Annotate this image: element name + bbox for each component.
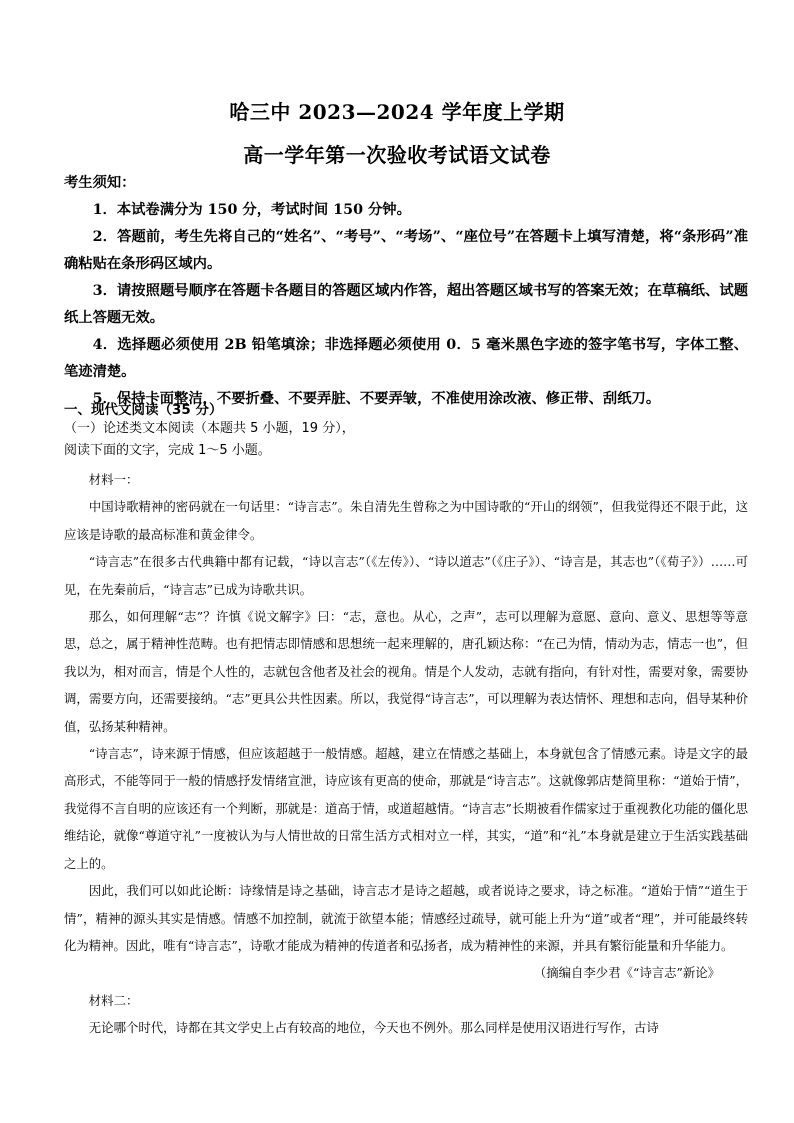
material1-paragraph-2: “诗言志”在很多古代典籍中都有记载，“诗以言志”（《左传》）、“诗以道志”（《庄子》）、“诗言是，其志也”（《荀子》）……可见，在先秦前后，“诗言志”已成为诗歌共识。: [64, 554, 748, 597]
material1-paragraph-4: “诗言志”，诗来源于情感，但应该超越于一般情感。超越，建立在情感之基础上，本身就包含了情感元素。诗是文字的最高形式，不能等同于一般的情感抒发情绪宣泄，诗应该有更高的使命，那就是“诗言志”。这就像郭店楚简里称：“道始于情”，我觉得不言自明的应该还有一个判断，那就是：道高于情，或道超越情。“诗言志”长期被看作儒家过于重视教化功能的僵化思维结论，就像“尊道守礼”一度被认为与人情世故的日常生活方式相对立一样，其实，“道”和“礼”本身就是建立于生活实践基础之上的。: [64, 746, 748, 871]
notice-item-2: 2．答题前，考生先将自己的“姓名”、“考号”、“考场”、“座位号”在答题卡上填写清楚，将“条形码”准确粘贴在条形码区域内。: [64, 229, 748, 272]
material1-paragraph-5: 因此，我们可以如此论断：诗缘情是诗之基础，诗言志才是诗之超越，或者说诗之要求，诗之标准。“道始于情”“道生于情”，精神的源头其实是情感。情感不加控制，就流于欲望本能；情感经过疏导，就可能上升为“道”或者“理”，并可能最终转化为精神。因此，唯有“诗言志”，诗歌才能成为精神的传道者和弘扬者，成为精神性的来源，并具有繁衍能量和升华能力。: [64, 883, 748, 953]
section-instruction: 阅读下面的文字，完成 1～5 小题。: [64, 443, 271, 458]
notice-heading: 考生须知：: [64, 175, 136, 191]
material1-label: 材料一：: [88, 472, 139, 487]
exam-title-line1: 哈三中 2023—2024 学年度上学期: [229, 100, 565, 124]
notice-item-1: 1．本试卷满分为 150 分，考试时间 150 分钟。: [92, 202, 411, 218]
notice-item-4: 4．选择题必须使用 2B 铅笔填涂；非选择题必须使用 0．5 毫米黑色字迹的签字笔书写，字体工整、笔迹清楚。: [64, 337, 748, 380]
material2-paragraph-1: 无论哪个时代，诗都在其文学史上占有较高的地位，今天也不例外。那么同样是使用汉语进行写作，古诗: [88, 1020, 659, 1036]
section-subinfo: [64, 418, 748, 462]
exam-notice: [64, 170, 748, 413]
section-heading: 一、现代文阅读（35 分）: [64, 402, 223, 418]
exam-title-line2: 高一学年第一次验收考试语文试卷: [243, 143, 551, 167]
notice-item-5: 5．保持卡面整洁，不要折叠、不要弄脏、不要弄皱，不准使用涂改液、修正带、刮纸刀。: [92, 391, 661, 407]
material2-label: 材料二：: [88, 992, 139, 1008]
material1-paragraph-1: 中国诗歌精神的密码就在一句话里：“诗言志”。朱自清先生曾称之为中国诗歌的“开山的纲领”，但我觉得还不限于此，这应该是诗歌的最高标准和黄金律令。: [64, 499, 748, 542]
material1-paragraph-3: 那么，如何理解“志”？许慎《说文解字》曰：“志，意也。从心，之声”，志可以理解为意愿、意向、意义、思想等等意思，总之，属于精神性范畴。也有把情志即情感和思想统一起来理解的，唐孔颖达称：“在己为情，情动为志，情志一也”，但我以为，相对而言，情是个人性的，志就包含他者及社会的视角。情是个人发动，志就有指向，有针对性，需要对象，需要协调，需要方向，还需要接纳。“志”更具公共性因素。所以，我觉得“诗言志”，可以理解为表达情怀、理想和志向，倡导某种价值，弘扬某种精神。: [64, 609, 748, 734]
section-reading: [64, 398, 748, 462]
notice-item-3: 3．请按照题号顺序在答题卡各题目的答题区域内作答，超出答题区域书写的答案无效；在草稿纸、试题纸上答题无效。: [64, 283, 748, 326]
section-subheading: （一）论述类文本阅读（本题共 5 小题，19 分），: [64, 421, 355, 436]
material1-source: （摘编自李少君《“诗言志”新论》: [533, 965, 720, 981]
reading-passage: [64, 466, 748, 1042]
